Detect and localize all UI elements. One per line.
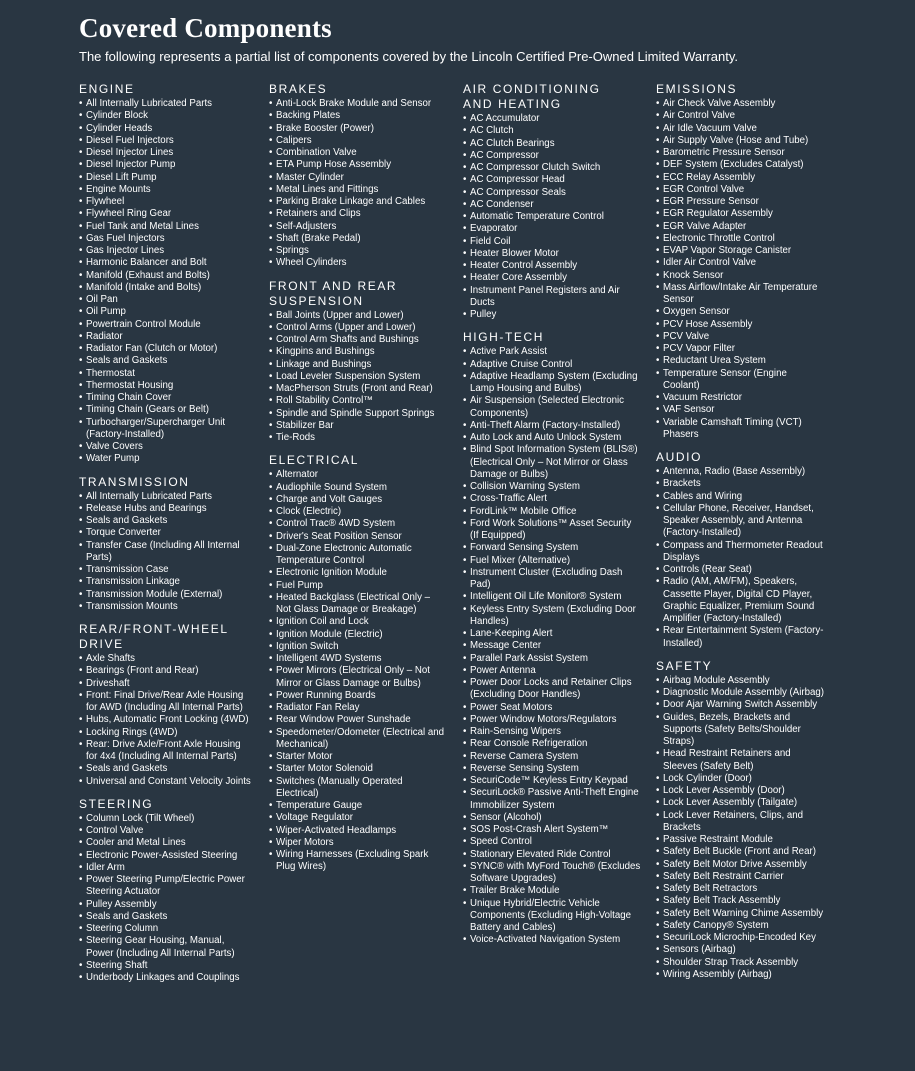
list-item: • Flywheel (79, 196, 254, 208)
list-item: • Automatic Temperature Control (463, 211, 641, 223)
list-item: • Sensors (Airbag) (656, 944, 826, 956)
list-item: • Heater Blower Motor (463, 248, 641, 260)
list-item: • Radiator (79, 331, 254, 343)
list-item: • Antenna, Radio (Base Assembly) (656, 466, 826, 478)
section-title: FRONT AND REAR SUSPENSION (269, 278, 398, 308)
list-item: • AC Compressor Seals (463, 187, 641, 199)
list-item: • SecuriLock® Passive Anti-Theft Engine Immobilizer System (463, 787, 641, 812)
list-item: • Radio (AM, AM/FM), Speakers, Cassette Player, Digital CD Player, Graphic Equalizer, Premium Sound Amplifier (Factory-Installed) (656, 576, 826, 625)
list-item: • Control Valve (79, 825, 254, 837)
list-item: • Underbody Linkages and Couplings (79, 972, 254, 984)
list-item: • Manifold (Intake and Bolts) (79, 282, 254, 294)
list-item: • Ignition Coil and Lock (269, 616, 447, 628)
list-item: • Compass and Thermometer Readout Displays (656, 540, 826, 565)
section-steering (79, 797, 269, 985)
list-item: • EGR Control Valve (656, 184, 826, 196)
list-item: • Seals and Gaskets (79, 515, 254, 527)
list-item: • Message Center (463, 640, 641, 652)
section-engine (79, 82, 269, 466)
list-item: • Power Antenna (463, 665, 641, 677)
list-item: • Universal and Constant Velocity Joints (79, 776, 254, 788)
list-item: • Rear Entertainment System (Factory-Installed) (656, 625, 826, 650)
list-item: • Door Ajar Warning Switch Assembly (656, 699, 826, 711)
section-transmission (79, 475, 269, 614)
list-item: • Shaft (Brake Pedal) (269, 233, 447, 245)
list-item: • Thermostat Housing (79, 380, 254, 392)
list-item: • Airbag Module Assembly (656, 675, 826, 687)
list-item: • Harmonic Balancer and Bolt (79, 257, 254, 269)
section-title: STEERING (79, 796, 154, 811)
list-item: • Stabilizer Bar (269, 420, 447, 432)
component-list (269, 98, 463, 270)
list-item: • Knock Sensor (656, 270, 826, 282)
list-item: • Dual-Zone Electronic Automatic Temperature Control (269, 543, 447, 568)
list-item: • Lock Lever Retainers, Clips, and Brackets (656, 810, 826, 835)
list-item: • MacPherson Struts (Front and Rear) (269, 383, 447, 395)
list-item: • Bearings (Front and Rear) (79, 665, 254, 677)
list-item: • Wiper Motors (269, 837, 447, 849)
list-item: • Temperature Gauge (269, 800, 447, 812)
list-item: • Roll Stability Control™ (269, 395, 447, 407)
list-item: • FordLink™ Mobile Office (463, 506, 641, 518)
list-item: • Combination Valve (269, 147, 447, 159)
list-item: • SecuriLock Microchip-Encoded Key (656, 932, 826, 944)
list-item: • AC Accumulator (463, 113, 641, 125)
list-item: • EGR Regulator Assembly (656, 208, 826, 220)
list-item: • Radiator Fan (Clutch or Motor) (79, 343, 254, 355)
list-item: • Wiring Assembly (Airbag) (656, 969, 826, 981)
list-item: • EGR Valve Adapter (656, 221, 826, 233)
list-item: • Voltage Regulator (269, 812, 447, 824)
list-item: • Air Idle Vacuum Valve (656, 123, 826, 135)
list-item: • Starter Motor Solenoid (269, 763, 447, 775)
list-item: • Pulley Assembly (79, 899, 254, 911)
list-item: • All Internally Lubricated Parts (79, 98, 254, 110)
list-item: • Retainers and Clips (269, 208, 447, 220)
list-item: • PCV Valve (656, 331, 826, 343)
list-item: • Blind Spot Information System (BLIS®) (Electrical Only – Not Mirror or Glass Damage or Bulbs) (463, 444, 641, 481)
list-item: • Controls (Rear Seat) (656, 564, 826, 576)
list-item: • Timing Chain (Gears or Belt) (79, 404, 254, 416)
list-item: • Seals and Gaskets (79, 911, 254, 923)
list-item: • Trailer Brake Module (463, 885, 641, 897)
list-item: • Fuel Mixer (Alternative) (463, 555, 641, 567)
list-item: • Voice-Activated Navigation System (463, 934, 641, 946)
list-item: • Air Suspension (Selected Electronic Components) (463, 395, 641, 420)
list-item: • Parking Brake Linkage and Cables (269, 196, 447, 208)
component-list (79, 653, 269, 788)
list-item: • Backing Plates (269, 110, 447, 122)
list-item: • Switches (Manually Operated Electrical) (269, 776, 447, 801)
list-item: • Power Seat Motors (463, 702, 641, 714)
list-item: • Air Check Valve Assembly (656, 98, 826, 110)
list-item: • Power Door Locks and Retainer Clips (Excluding Door Handles) (463, 677, 641, 702)
list-item: • Safety Belt Buckle (Front and Rear) (656, 846, 826, 858)
list-item: • Transmission Mounts (79, 601, 254, 613)
list-item: • Diagnostic Module Assembly (Airbag) (656, 687, 826, 699)
list-item: • Ford Work Solutions™ Asset Security (If Equipped) (463, 518, 641, 543)
list-item: • Auto Lock and Auto Unlock System (463, 432, 641, 444)
list-item: • Air Control Valve (656, 110, 826, 122)
list-item: • Vacuum Restrictor (656, 392, 826, 404)
component-list (269, 310, 463, 445)
list-item: • Power Window Motors/Regulators (463, 714, 641, 726)
component-list (656, 466, 836, 650)
list-item: • Anti-Theft Alarm (Factory-Installed) (463, 420, 641, 432)
section-electrical (269, 453, 463, 873)
list-item: • Timing Chain Cover (79, 392, 254, 404)
list-item: • Heater Control Assembly (463, 260, 641, 272)
list-item: • Rear Console Refrigeration (463, 738, 641, 750)
list-item: • Shoulder Strap Track Assembly (656, 957, 826, 969)
list-item: • Reverse Sensing System (463, 763, 641, 775)
component-list (463, 346, 656, 946)
list-item: • Brake Booster (Power) (269, 123, 447, 135)
section-title: AIR CONDITIONING AND HEATING (463, 82, 601, 111)
list-item: • Speedometer/Odometer (Electrical and Mechanical) (269, 727, 447, 752)
list-item: • Steering Column (79, 923, 254, 935)
list-item: • Column Lock (Tilt Wheel) (79, 813, 254, 825)
list-item: • PCV Vapor Filter (656, 343, 826, 355)
list-item: • Self-Adjusters (269, 221, 447, 233)
list-item: • Water Pump (79, 453, 254, 465)
section-brakes (269, 82, 463, 270)
section-title: AUDIO (656, 450, 703, 464)
list-item: • Driver's Seat Position Sensor (269, 531, 447, 543)
list-item: • Oil Pan (79, 294, 254, 306)
list-item: • PCV Hose Assembly (656, 319, 826, 331)
list-item: • Spindle and Spindle Support Springs (269, 408, 447, 420)
list-item: • EVAP Vapor Storage Canister (656, 245, 826, 257)
list-item: • Diesel Fuel Injectors (79, 135, 254, 147)
component-list (79, 813, 269, 985)
list-item: • Sensor (Alcohol) (463, 812, 641, 824)
list-item: • SOS Post-Crash Alert System™ (463, 824, 641, 836)
section-title: SAFETY (656, 658, 713, 673)
list-item: • Transmission Linkage (79, 576, 254, 588)
list-item: • Metal Lines and Fittings (269, 184, 447, 196)
list-item: • Transmission Case (79, 564, 254, 576)
list-item: • Intelligent Oil Life Monitor® System (463, 591, 641, 603)
list-item: • Wiring Harnesses (Excluding Spark Plug Wires) (269, 849, 447, 874)
list-item: • All Internally Lubricated Parts (79, 491, 254, 503)
list-item: • Pulley (463, 309, 641, 321)
list-item: • Lock Cylinder (Door) (656, 773, 826, 785)
list-item: • Engine Mounts (79, 184, 254, 196)
list-item: • Rear: Drive Axle/Front Axle Housing for 4x4 (Including All Internal Parts) (79, 739, 254, 764)
list-item: • Adaptive Cruise Control (463, 359, 641, 371)
list-item: • Electronic Throttle Control (656, 233, 826, 245)
list-item: • Alternator (269, 469, 447, 481)
list-item: • Powertrain Control Module (79, 319, 254, 331)
component-list (79, 98, 269, 466)
list-item: • Safety Belt Track Assembly (656, 895, 826, 907)
list-item: • Gas Fuel Injectors (79, 233, 254, 245)
list-item: • Guides, Bezels, Brackets and Supports (Safety Belts/Shoulder Straps) (656, 712, 826, 749)
list-item: • Air Supply Valve (Hose and Tube) (656, 135, 826, 147)
list-item: • Master Cylinder (269, 172, 447, 184)
list-item: • Seals and Gaskets (79, 763, 254, 775)
section-high-tech (463, 330, 656, 946)
column-3 (463, 82, 656, 993)
list-item: • Keyless Entry System (Excluding Door Handles) (463, 604, 641, 629)
component-columns (79, 82, 836, 993)
list-item: • Load Leveler Suspension System (269, 371, 447, 383)
list-item: • Seals and Gaskets (79, 355, 254, 367)
list-item: • DEF System (Excludes Catalyst) (656, 159, 826, 171)
section-title: EMISSIONS (656, 82, 738, 96)
list-item: • Idler Air Control Valve (656, 257, 826, 269)
list-item: • Evaporator (463, 223, 641, 235)
list-item: • Thermostat (79, 368, 254, 380)
list-item: • Turbocharger/Supercharger Unit (Factory-Installed) (79, 417, 254, 442)
list-item: • Transfer Case (Including All Internal Parts) (79, 540, 254, 565)
list-item: • Oxygen Sensor (656, 306, 826, 318)
list-item: • Cellular Phone, Receiver, Handset, Speaker Assembly, and Antenna (Factory-Installed) (656, 503, 826, 540)
list-item: • Cooler and Metal Lines (79, 837, 254, 849)
column-1 (79, 82, 269, 993)
list-item: • Safety Belt Warning Chime Assembly (656, 908, 826, 920)
list-item: • EGR Pressure Sensor (656, 196, 826, 208)
list-item: • Intelligent 4WD Systems (269, 653, 447, 665)
list-item: • Speed Control (463, 836, 641, 848)
list-item: • Idler Arm (79, 862, 254, 874)
list-item: • Field Coil (463, 236, 641, 248)
component-list (656, 98, 836, 441)
section-air-conditioning-and-heating (463, 82, 656, 321)
section-title: BRAKES (269, 82, 328, 96)
list-item: • Adaptive Headlamp System (Excluding Lamp Housing and Bulbs) (463, 371, 641, 396)
list-item: • Audiophile Sound System (269, 482, 447, 494)
list-item: • AC Compressor Head (463, 174, 641, 186)
section-title: ENGINE (79, 82, 135, 96)
list-item: • Lane-Keeping Alert (463, 628, 641, 640)
list-item: • Oil Pump (79, 306, 254, 318)
list-item: • Diesel Injector Pump (79, 159, 254, 171)
list-item: • Radiator Fan Relay (269, 702, 447, 714)
list-item: • Safety Belt Retractors (656, 883, 826, 895)
list-item: • Cables and Wiring (656, 491, 826, 503)
list-item: • Parallel Park Assist System (463, 653, 641, 665)
list-item: • Torque Converter (79, 527, 254, 539)
list-item: • Front: Final Drive/Rear Axle Housing for AWD (Including All Internal Parts) (79, 690, 254, 715)
section-title: TRANSMISSION (79, 474, 190, 489)
column-4 (656, 82, 836, 993)
list-item: • Gas Injector Lines (79, 245, 254, 257)
list-item: • AC Compressor (463, 150, 641, 162)
section-emissions (656, 82, 836, 441)
list-item: • Brackets (656, 478, 826, 490)
list-item: • Wheel Cylinders (269, 257, 447, 269)
list-item: • Stationary Elevated Ride Control (463, 849, 641, 861)
section-title: REAR/FRONT-WHEEL DRIVE (79, 622, 229, 651)
list-item: • Calipers (269, 135, 447, 147)
list-item: • Cylinder Heads (79, 123, 254, 135)
list-item: • Control Trac® 4WD System (269, 518, 447, 530)
list-item: • Reductant Urea System (656, 355, 826, 367)
list-item: • Lock Lever Assembly (Tailgate) (656, 797, 826, 809)
list-item: • Collision Warning System (463, 481, 641, 493)
list-item: • Power Running Boards (269, 690, 447, 702)
list-item: • Forward Sensing System (463, 542, 641, 554)
list-item: • Power Steering Pump/Electric Power Steering Actuator (79, 874, 254, 899)
list-item: • Wiper-Activated Headlamps (269, 825, 447, 837)
list-item: • Heated Backglass (Electrical Only – Not Glass Damage or Breakage) (269, 592, 447, 617)
list-item: • Lock Lever Assembly (Door) (656, 785, 826, 797)
section-front-and-rear-suspension (269, 279, 463, 445)
list-item: • SecuriCode™ Keyless Entry Keypad (463, 775, 641, 787)
list-item: • Safety Belt Restraint Carrier (656, 871, 826, 883)
list-item: • Active Park Assist (463, 346, 641, 358)
list-item: • Driveshaft (79, 678, 254, 690)
list-item: • Ignition Switch (269, 641, 447, 653)
list-item: • Transmission Module (External) (79, 589, 254, 601)
section-audio (656, 450, 836, 650)
list-item: • Heater Core Assembly (463, 272, 641, 284)
list-item: • VAF Sensor (656, 404, 826, 416)
list-item: • AC Clutch Bearings (463, 138, 641, 150)
list-item: • Instrument Panel Registers and Air Ducts (463, 285, 641, 310)
list-item: • Steering Gear Housing, Manual, Power (Including All Internal Parts) (79, 935, 254, 960)
list-item: • Mass Airflow/Intake Air Temperature Sensor (656, 282, 826, 307)
list-item: • Release Hubs and Bearings (79, 503, 254, 515)
list-item: • Passive Restraint Module (656, 834, 826, 846)
list-item: • Steering Shaft (79, 960, 254, 972)
section-safety (656, 659, 836, 981)
list-item: • Springs (269, 245, 447, 257)
list-item: • Valve Covers (79, 441, 254, 453)
list-item: • Variable Camshaft Timing (VCT) Phasers (656, 417, 826, 442)
list-item: • Flywheel Ring Gear (79, 208, 254, 220)
list-item: • Axle Shafts (79, 653, 254, 665)
list-item: • Instrument Cluster (Excluding Dash Pad) (463, 567, 641, 592)
list-item: • Control Arms (Upper and Lower) (269, 322, 447, 334)
list-item: • Locking Rings (4WD) (79, 727, 254, 739)
list-item: • Barometric Pressure Sensor (656, 147, 826, 159)
list-item: • AC Clutch (463, 125, 641, 137)
list-item: • Anti-Lock Brake Module and Sensor (269, 98, 447, 110)
list-item: • Kingpins and Bushings (269, 346, 447, 358)
list-item: • Reverse Camera System (463, 751, 641, 763)
component-list (269, 469, 463, 873)
section-title: HIGH-TECH (463, 330, 545, 345)
list-item: • AC Condenser (463, 199, 641, 211)
section-rear-front-wheel-drive (79, 622, 269, 788)
component-list (79, 491, 269, 614)
list-item: • Temperature Sensor (Engine Coolant) (656, 368, 826, 393)
list-item: • Clock (Electric) (269, 506, 447, 518)
list-item: • Safety Canopy® System (656, 920, 826, 932)
component-list (656, 675, 836, 981)
list-item: • Electronic Ignition Module (269, 567, 447, 579)
list-item: • ETA Pump Hose Assembly (269, 159, 447, 171)
list-item: • Manifold (Exhaust and Bolts) (79, 270, 254, 282)
section-title: ELECTRICAL (269, 453, 360, 468)
list-item: • Rear Window Power Sunshade (269, 714, 447, 726)
component-list (463, 113, 656, 321)
list-item: • Rain-Sensing Wipers (463, 726, 641, 738)
list-item: • Head Restraint Retainers and Sleeves (Safety Belt) (656, 748, 826, 773)
list-item: • AC Compressor Clutch Switch (463, 162, 641, 174)
list-item: • Fuel Tank and Metal Lines (79, 221, 254, 233)
list-item: • Cross-Traffic Alert (463, 493, 641, 505)
list-item: • Starter Motor (269, 751, 447, 763)
page-title: Covered Components (79, 13, 332, 43)
list-item: • Control Arm Shafts and Bushings (269, 334, 447, 346)
list-item: • Charge and Volt Gauges (269, 494, 447, 506)
list-item: • SYNC® with MyFord Touch® (Excludes Software Upgrades) (463, 861, 641, 886)
page-subtitle: The following represents a partial list of components covered by the Lincoln Certified Pre-Owned Limited Warranty. (79, 49, 738, 64)
list-item: • Diesel Injector Lines (79, 147, 254, 159)
list-item: • Power Mirrors (Electrical Only – Not Mirror or Glass Damage or Bulbs) (269, 665, 447, 690)
list-item: • Ignition Module (Electric) (269, 629, 447, 641)
list-item: • Hubs, Automatic Front Locking (4WD) (79, 714, 254, 726)
list-item: • Fuel Pump (269, 580, 447, 592)
list-item: • Cylinder Block (79, 110, 254, 122)
list-item: • Tie-Rods (269, 432, 447, 444)
list-item: • Diesel Lift Pump (79, 172, 254, 184)
list-item: • Linkage and Bushings (269, 359, 447, 371)
list-item: • Ball Joints (Upper and Lower) (269, 310, 447, 322)
column-2 (269, 82, 463, 993)
list-item: • Unique Hybrid/Electric Vehicle Components (Excluding High-Voltage Battery and Cables) (463, 898, 641, 935)
list-item: • Electronic Power-Assisted Steering (79, 850, 254, 862)
list-item: • Safety Belt Motor Drive Assembly (656, 859, 826, 871)
list-item: • ECC Relay Assembly (656, 172, 826, 184)
